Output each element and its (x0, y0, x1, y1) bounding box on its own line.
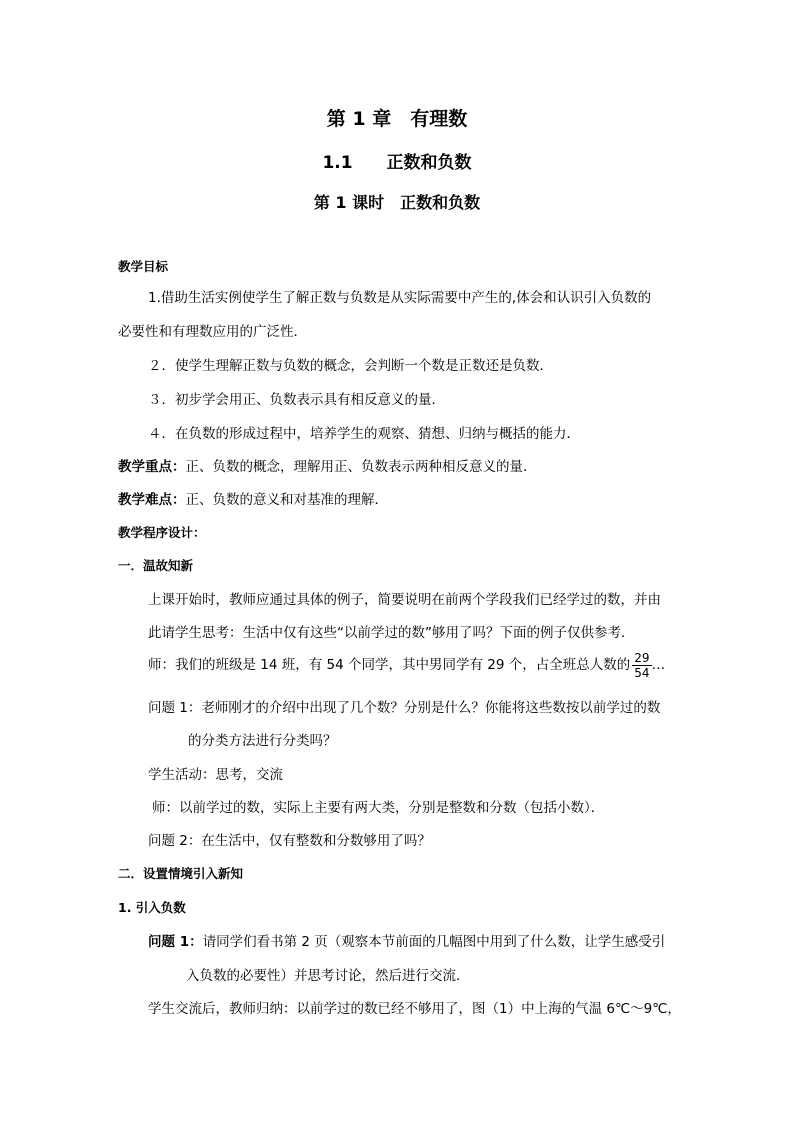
lesson-title: 第 1 课时 正数和负数 (313, 193, 481, 212)
key-point (118, 457, 537, 477)
part1-heading: 一．温故知新 (118, 558, 194, 573)
student-activity: 学生活动：思考，交流 (148, 767, 283, 783)
teacher-summary: 学生交流后，教师归纳：以前学过的数已经不够用了，图（1）中上海的气温 6℃～9℃， (148, 1001, 681, 1017)
part2-question-1 (148, 932, 665, 952)
goals-heading: 教学目标 (118, 259, 169, 274)
goal-item: 必要性和有理数应用的广泛性． (118, 324, 307, 340)
goal-item: 1.借助生活实例使学生了解正数与负数是从实际需要中产生的,体会和认识引入负数的 (148, 290, 652, 306)
subsection-heading: 1. 引入负数 (118, 900, 186, 915)
goal-item: ３．初步学会用正、负数表示具有相反意义的量． (148, 392, 445, 408)
difficulty-label: 教学难点： (118, 492, 186, 508)
part2-question-cont: 入负数的必要性）并思考讨论，然后进行交流． (186, 968, 470, 984)
question-2: 问题 2：在生活中，仅有整数和分数够用了吗？ (148, 833, 431, 849)
part1-paragraph: 此请学生思考：生活中仅有这些“以前学过的数”够用了吗？下面的例子仅供参考． (148, 625, 635, 641)
part2-question-label: 问题 1： (148, 934, 203, 950)
design-heading: 教学程序设计： (118, 525, 206, 540)
key-point-text: 正、负数的概念，理解用正、负数表示两种相反意义的量． (185, 459, 537, 475)
teacher-example (148, 650, 665, 680)
key-point-label: 教学重点： (118, 459, 186, 475)
fraction-numerator: 29 (634, 650, 650, 665)
fraction-denominator: 54 (634, 665, 650, 680)
teacher-example-text: 师：我们的班级是 14 班，有 54 个同学，其中男同学有 29 个，占全班总人数的 (148, 657, 631, 673)
part2-question-text: 请同学们看书第 2 页（观察本节前面的几幅图中用到了什么数，让学生感受引 (202, 934, 666, 950)
difficulty (118, 490, 388, 510)
fraction (632, 651, 651, 680)
section-title: 1.1 正数和负数 (322, 153, 472, 173)
difficulty-text: 正、负数的意义和对基准的理解． (185, 492, 388, 508)
part2-heading: 二．设置情境引入新知 (118, 866, 244, 881)
teacher-answer: 师：以前学过的数，实际上主要有两大类，分别是整数和分数（包括小数）． (152, 800, 605, 816)
goal-item: ２．使学生理解正数与负数的概念，会判断一个数是正数还是负数． (148, 358, 553, 374)
question-1: 问题 1：老师刚才的介绍中出现了几个数？分别是什么？你能将这些数按以前学过的数 (148, 700, 661, 716)
question-1-cont: 的分类方法进行分类吗？ (188, 733, 337, 749)
ellipsis: … (651, 657, 666, 673)
chapter-title: 第 1 章 有理数 (326, 108, 468, 130)
goal-item: ４．在负数的形成过程中，培养学生的观察、猜想、归纳与概括的能力． (148, 426, 580, 442)
part1-paragraph: 上课开始时，教师应通过具体的例子，简要说明在前两个学段我们已经学过的数，并由 (148, 592, 661, 608)
